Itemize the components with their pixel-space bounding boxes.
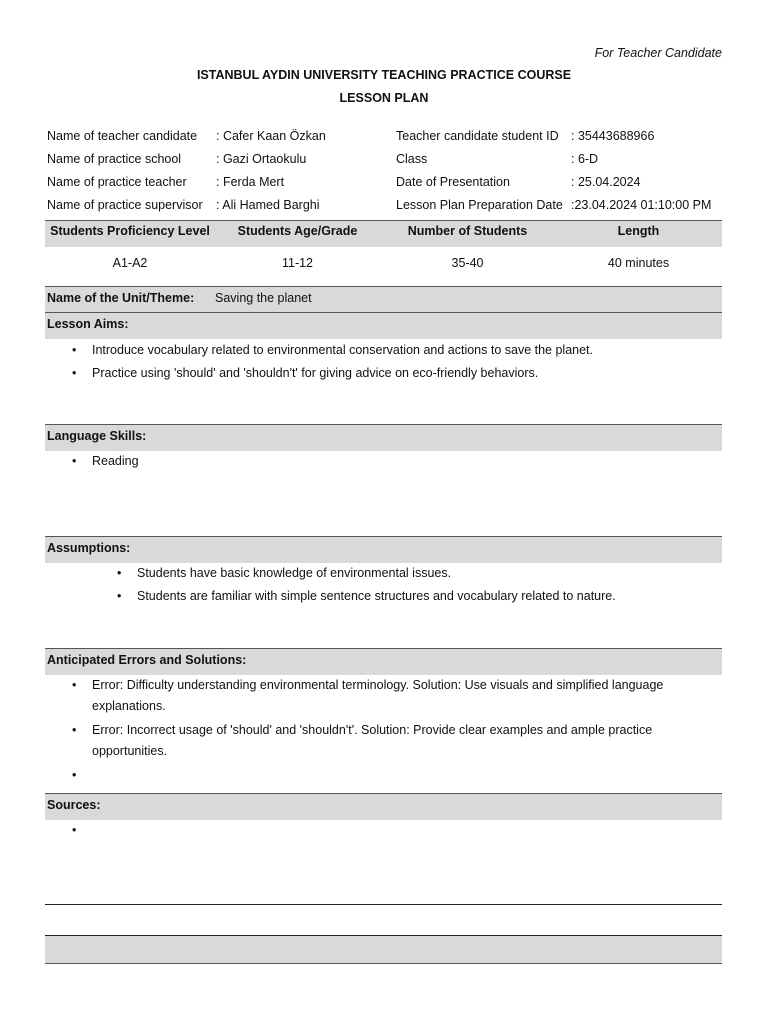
anticipated-error-text: Error: Incorrect usage of 'should' and 'shouldn't'. Solution: Provide clear examples and ample practice opportunities. [92,723,653,758]
list-item [72,720,682,762]
bullet-icon: • [72,678,77,692]
info-label-preparation-date: Lesson Plan Preparation Date [396,198,563,212]
document-title: ISTANBUL AYDIN UNIVERSITY TEACHING PRACTICE COURSE [196,68,572,82]
bullet-icon: • [72,723,77,737]
lesson-aim-text: Introduce vocabulary related to environmental conservation and actions to save the planet. [92,343,594,357]
info-label-practice-supervisor: Name of practice supervisor [47,198,203,212]
list-item [72,765,682,786]
level-header-age-grade: Students Age/Grade [237,224,358,238]
unit-theme-row [45,286,722,312]
level-value-age-grade: 11-12 [281,256,314,270]
bullet-icon: • [117,589,122,603]
bullet-icon: • [72,343,77,357]
sources-section-header [45,793,722,820]
info-value-student-id: : 35443688966 [571,129,655,143]
level-table-header-row [45,220,722,247]
info-value-presentation-date: : 25.04.2024 [571,175,641,189]
bullet-icon: • [72,768,77,782]
bullet-icon: • [72,366,77,380]
assumption-text: Students are familiar with simple sentence structures and vocabulary related to nature. [137,589,616,603]
info-label-presentation-date: Date of Presentation [396,175,510,189]
level-value-proficiency: A1-A2 [112,256,148,270]
empty-section-row [45,935,722,964]
level-header-length: Length [617,224,660,238]
for-teacher-candidate-note: For Teacher Candidate [594,46,722,60]
info-value-practice-supervisor: : Ali Hamed Barghi [216,198,320,212]
lesson-aim-text: Practice using 'should' and 'shouldn't' for giving advice on eco-friendly behaviors. [92,366,539,380]
info-value-preparation-date: :23.04.2024 01:10:00 PM [571,198,712,212]
level-value-number-of-students: 35-40 [451,256,484,270]
list-item [117,586,717,607]
sources-label: Sources: [47,798,101,812]
bullet-icon: • [72,454,77,468]
bullet-icon: • [117,566,122,580]
info-label-practice-teacher: Name of practice teacher [47,175,187,189]
list-item [72,820,682,841]
assumption-text: Students have basic knowledge of environmental issues. [137,566,452,580]
language-skills-label: Language Skills: [47,429,147,443]
level-header-proficiency: Students Proficiency Level [50,224,210,238]
language-skill-text: Reading [92,454,139,468]
info-label-teacher-candidate: Name of teacher candidate [47,129,198,143]
anticipated-error-text: Error: Difficulty understanding environmental terminology. Solution: Use visuals and simplified language explanations. [92,678,664,713]
language-skills-section-header [45,424,722,451]
info-value-practice-school: : Gazi Ortaokulu [216,152,307,166]
info-value-teacher-candidate: : Cafer Kaan Özkan [216,129,326,143]
list-item [72,451,712,472]
unit-theme-label: Name of the Unit/Theme: [47,291,195,305]
divider [45,904,722,905]
info-label-student-id: Teacher candidate student ID [396,129,559,143]
assumptions-section-header [45,536,722,563]
list-item [72,340,712,361]
anticipated-errors-label: Anticipated Errors and Solutions: [47,653,247,667]
info-label-practice-school: Name of practice school [47,152,182,166]
lesson-aims-label: Lesson Aims: [47,317,129,331]
list-item [72,363,712,384]
unit-theme-value: Saving the planet [215,291,312,305]
list-item [117,563,717,584]
document-subtitle: LESSON PLAN [339,91,429,105]
level-value-length: 40 minutes [607,256,670,270]
list-item [72,675,682,717]
lesson-aims-section-header [45,312,722,339]
level-table-value-row [45,246,722,286]
info-value-practice-teacher: : Ferda Mert [216,175,285,189]
level-header-number-of-students: Number of Students [407,224,528,238]
bullet-icon: • [72,823,77,837]
assumptions-label: Assumptions: [47,541,131,555]
info-label-class: Class [396,152,428,166]
info-value-class: : 6-D [571,152,599,166]
anticipated-errors-section-header [45,648,722,675]
